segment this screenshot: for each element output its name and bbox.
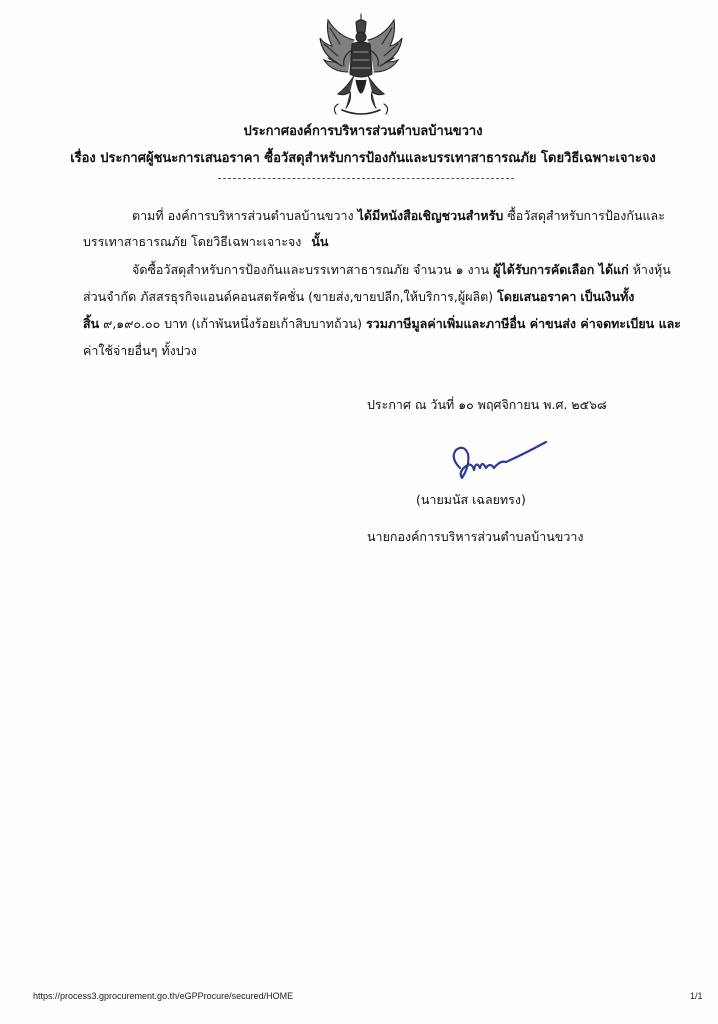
garuda-emblem-icon (316, 10, 406, 118)
text-segment: บรรเทาสาธารณภัย โดยวิธีเฉพาะเจาะจง (83, 234, 302, 249)
paragraph-2-line-2 (83, 288, 634, 306)
text-segment: ห้างหุ้น (632, 262, 671, 277)
announcement-date: ประกาศ ณ วันที่ ๑๐ พฤศจิกายน พ.ศ. ๒๕๖๘ (367, 397, 607, 412)
text-segment: ๙,๑๙๐.๐๐ บาท (เก้าพันหนึ่งร้อยเก้าสิบบาทถ้วน) (103, 316, 362, 331)
signature-icon (446, 438, 550, 490)
text-segment-bold: ผู้ได้รับการคัดเลือก ได้แก่ (493, 262, 629, 277)
text-segment-bold: ได้มีหนังสือเชิญชวนสำหรับ (357, 208, 504, 223)
footer-url: https://process3.gprocurement.go.th/eGPProcure/secured/HOME (33, 991, 294, 1001)
text-segment-bold: โดยเสนอราคา (497, 289, 577, 304)
text-segment-bold: นั้น (311, 234, 329, 249)
footer-page-number: 1/1 (690, 991, 703, 1001)
paragraph-2-line-4 (83, 342, 197, 360)
text-segment: ค่าใช้จ่ายอื่นๆ ทั้งปวง (83, 343, 197, 358)
announcement-subject: เรื่อง ประกาศผู้ชนะการเสนอราคา ซื้อวัสดุสำหรับการป้องกันและบรรเทาสาธารณภัย โดยวิธีเฉพาะเจาะจง (70, 151, 656, 166)
signatory-name: (นายมนัส เฉลยทรง) (416, 492, 526, 507)
text-segment: ตามที่ องค์การบริหารส่วนตำบลบ้านขวาง (132, 208, 354, 223)
signatory-position: นายกองค์การบริหารส่วนตำบลบ้านขวาง (367, 529, 584, 544)
text-segment-bold: เป็นเงินทั้ง (580, 289, 635, 304)
paragraph-2-line-3 (83, 315, 681, 333)
divider-line (218, 178, 514, 179)
announcement-title: ประกาศองค์การบริหารส่วนตำบลบ้านขวาง (243, 124, 483, 139)
paragraph-2-line-1 (132, 261, 671, 279)
text-segment: ส่วนจำกัด ภัสสรธุรกิจแอนด์คอนสตรัคชั่น (ขายส่ง,ขายปลีก,ให้บริการ,ผู้ผลิต) (83, 289, 494, 304)
paragraph-1-line-1 (132, 207, 665, 225)
text-segment: ซื้อวัสดุสำหรับการป้องกันและ (507, 208, 665, 223)
text-segment-bold: รวมภาษีมูลค่าเพิ่มและภาษีอื่น ค่าขนส่ง ค่าจดทะเบียน และ (365, 316, 681, 331)
paragraph-1-line-2 (83, 233, 328, 251)
text-segment-bold: สิ้น (83, 316, 100, 331)
text-segment: จัดซื้อวัสดุสำหรับการป้องกันและบรรเทาสาธารณภัย จำนวน ๑ งาน (132, 262, 490, 277)
